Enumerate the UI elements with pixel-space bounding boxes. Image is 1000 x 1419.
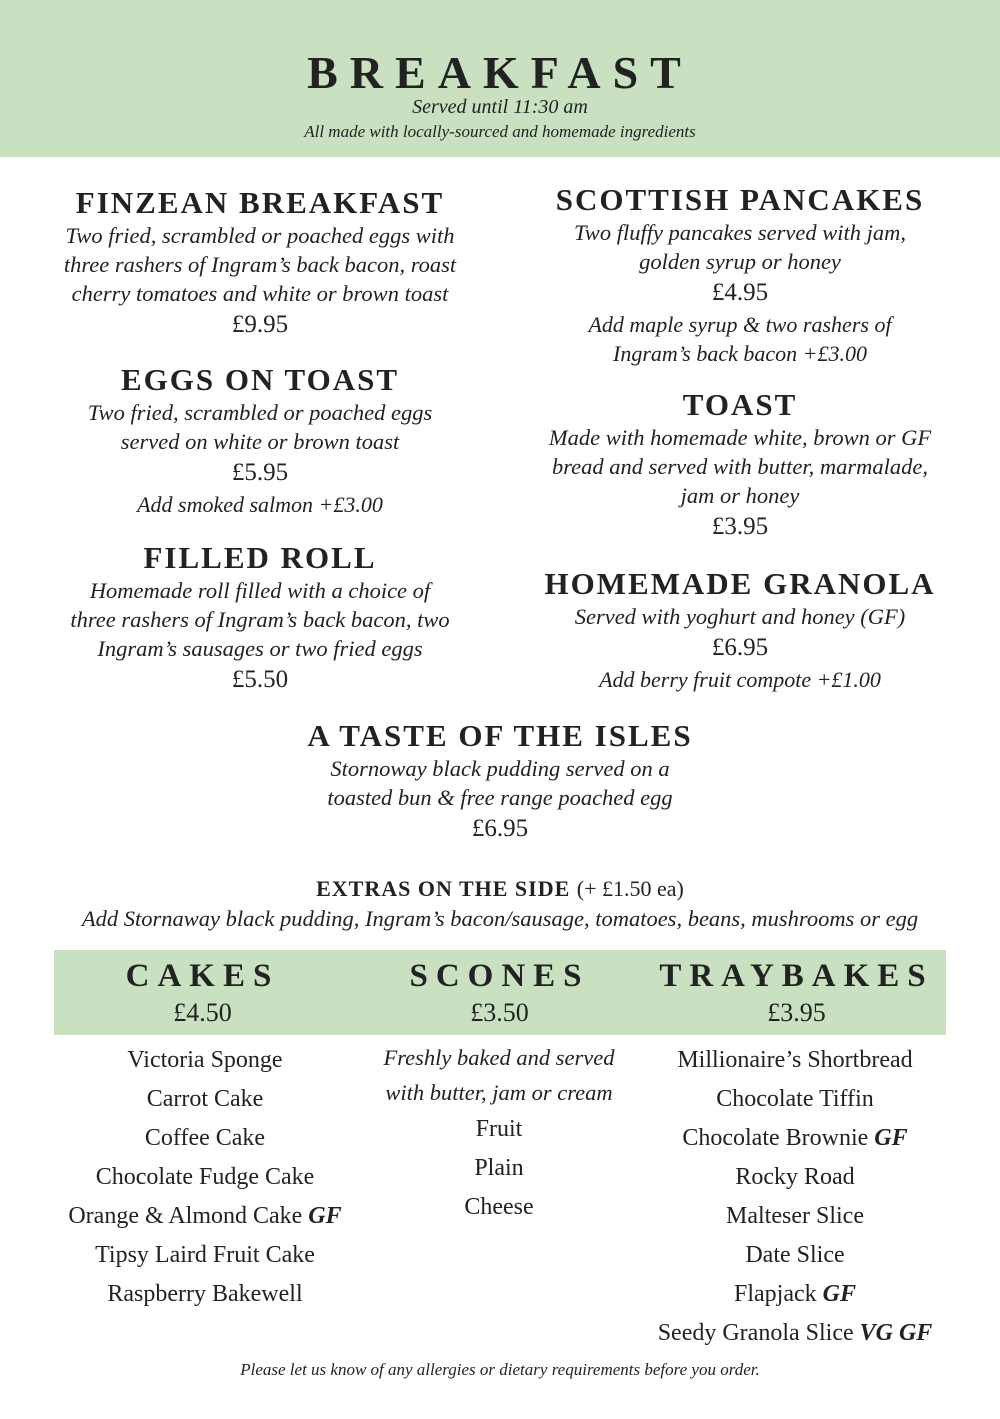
dietary-tag: GF — [822, 1281, 856, 1307]
item-price: £6.95 — [471, 815, 529, 842]
list-item: Millionaire’s Shortbread — [677, 1047, 913, 1073]
cakes-price: £4.50 — [173, 998, 232, 1027]
extras-section — [0, 874, 1000, 934]
item-desc-line: Stornoway black pudding served on a — [330, 756, 670, 781]
item-desc-line: jam or honey — [680, 483, 800, 508]
item-desc-line: three rashers of Ingram’s back bacon, roast — [63, 252, 457, 277]
list-item: Coffee Cake — [144, 1125, 266, 1151]
item-desc-line: golden syrup or honey — [639, 249, 841, 274]
list-item: Rocky Road — [735, 1164, 855, 1190]
item-desc-line: Served with yoghurt and honey (GF) — [574, 604, 906, 629]
item-title: A TASTE OF THE ISLES — [307, 718, 693, 753]
item-desc-line: served on white or brown toast — [120, 429, 400, 454]
list-item: Chocolate Fudge Cake — [95, 1164, 315, 1190]
item-desc-line: Two fluffy pancakes served with jam, — [573, 220, 907, 245]
allergy-notice: Please let us know of any allergies or dietary requirements before you order. — [240, 1360, 760, 1379]
item-addon: Add smoked salmon +£3.00 — [137, 492, 383, 517]
list-item: Date Slice — [745, 1242, 845, 1268]
tagline: All made with locally-sourced and homemade ingredients — [304, 122, 696, 141]
menu-item-filled-roll — [30, 540, 490, 697]
scones-desc-line: Freshly baked and served — [383, 1045, 615, 1070]
cakes-header — [54, 950, 351, 1030]
list-item: Orange & Almond Cake GF — [68, 1203, 342, 1229]
scones-header — [351, 950, 648, 1030]
item-addon-line: Add maple syrup & two rashers of — [588, 312, 892, 337]
item-desc-line: Made with homemade white, brown or GF — [548, 425, 932, 450]
cakes-list — [40, 1041, 370, 1314]
item-desc-line: three rashers of Ingram’s back bacon, two — [70, 607, 450, 632]
item-addon: Add berry fruit compote +£1.00 — [599, 667, 881, 692]
extras-title: EXTRAS ON THE SIDE — [316, 876, 571, 901]
list-item: Cheese — [464, 1194, 534, 1220]
menu-item-homemade-granola — [510, 566, 970, 694]
cakes-title: CAKES — [125, 958, 280, 994]
menu-item-eggs-on-toast — [30, 362, 490, 519]
traybakes-header — [648, 950, 945, 1030]
dietary-tag: GF — [874, 1125, 908, 1151]
item-desc-line: Two fried, scrambled or poached eggs with — [65, 223, 455, 248]
item-price: £4.95 — [711, 279, 769, 306]
item-price: £5.95 — [231, 459, 289, 486]
item-desc-line: Homemade roll filled with a choice of — [89, 578, 431, 603]
traybakes-title: TRAYBAKES — [659, 958, 934, 994]
item-desc-line: Ingram’s sausages or two fried eggs — [97, 636, 423, 661]
list-item: Seedy Granola Slice VG GF — [657, 1320, 933, 1346]
list-item: Raspberry Bakewell — [107, 1281, 303, 1307]
item-title: HOMEMADE GRANOLA — [544, 566, 936, 601]
dietary-tag: VG GF — [859, 1320, 933, 1346]
bakery-header-band — [54, 950, 946, 1035]
list-item: Victoria Sponge — [127, 1047, 283, 1073]
list-item: Plain — [474, 1155, 524, 1181]
list-item: Carrot Cake — [146, 1086, 264, 1112]
item-title: EGGS ON TOAST — [120, 362, 400, 397]
item-desc-line: cherry tomatoes and white or brown toast — [71, 281, 449, 306]
item-addon-line: Ingram’s back bacon +£3.00 — [613, 341, 867, 366]
scones-title: SCONES — [409, 958, 590, 994]
list-item: Chocolate Brownie GF — [682, 1125, 908, 1151]
menu-item-taste-of-the-isles — [230, 718, 770, 846]
menu-item-finzean-breakfast — [30, 185, 490, 342]
traybakes-list — [640, 1041, 950, 1353]
extras-heading — [0, 874, 1000, 904]
page-title: BREAKFAST — [307, 47, 693, 98]
item-price: £6.95 — [711, 634, 769, 661]
item-price: £3.95 — [711, 513, 769, 540]
scones-price: £3.50 — [470, 998, 529, 1027]
item-desc-line: bread and served with butter, marmalade, — [551, 454, 928, 479]
served-until: Served until 11:30 am — [412, 96, 588, 118]
item-title: FILLED ROLL — [143, 540, 377, 575]
item-price: £5.50 — [231, 666, 289, 693]
item-desc-line: Two fried, scrambled or poached eggs — [87, 400, 433, 425]
list-item: Malteser Slice — [726, 1203, 864, 1229]
item-title: TOAST — [682, 387, 798, 422]
menu-item-toast — [510, 387, 970, 544]
traybakes-price: £3.95 — [767, 998, 826, 1027]
list-item: Tipsy Laird Fruit Cake — [95, 1242, 315, 1268]
list-item: Chocolate Tiffin — [716, 1086, 874, 1112]
header-band — [0, 0, 1000, 157]
item-price: £9.95 — [231, 311, 289, 338]
extras-price: (+ £1.50 ea) — [576, 876, 684, 901]
item-title: FINZEAN BREAKFAST — [75, 185, 445, 220]
scones-list — [354, 1040, 644, 1227]
list-item: Fruit — [475, 1116, 523, 1142]
list-item: Flapjack GF — [734, 1281, 856, 1307]
menu-item-scottish-pancakes — [510, 182, 970, 368]
extras-description: Add Stornaway black pudding, Ingram’s bacon/sausage, tomatoes, beans, mushrooms or egg — [81, 906, 919, 931]
dietary-tag: GF — [308, 1203, 342, 1229]
item-title: SCOTTISH PANCAKES — [555, 182, 925, 217]
item-desc-line: toasted bun & free range poached egg — [327, 785, 673, 810]
scones-desc-line: with butter, jam or cream — [385, 1080, 613, 1105]
